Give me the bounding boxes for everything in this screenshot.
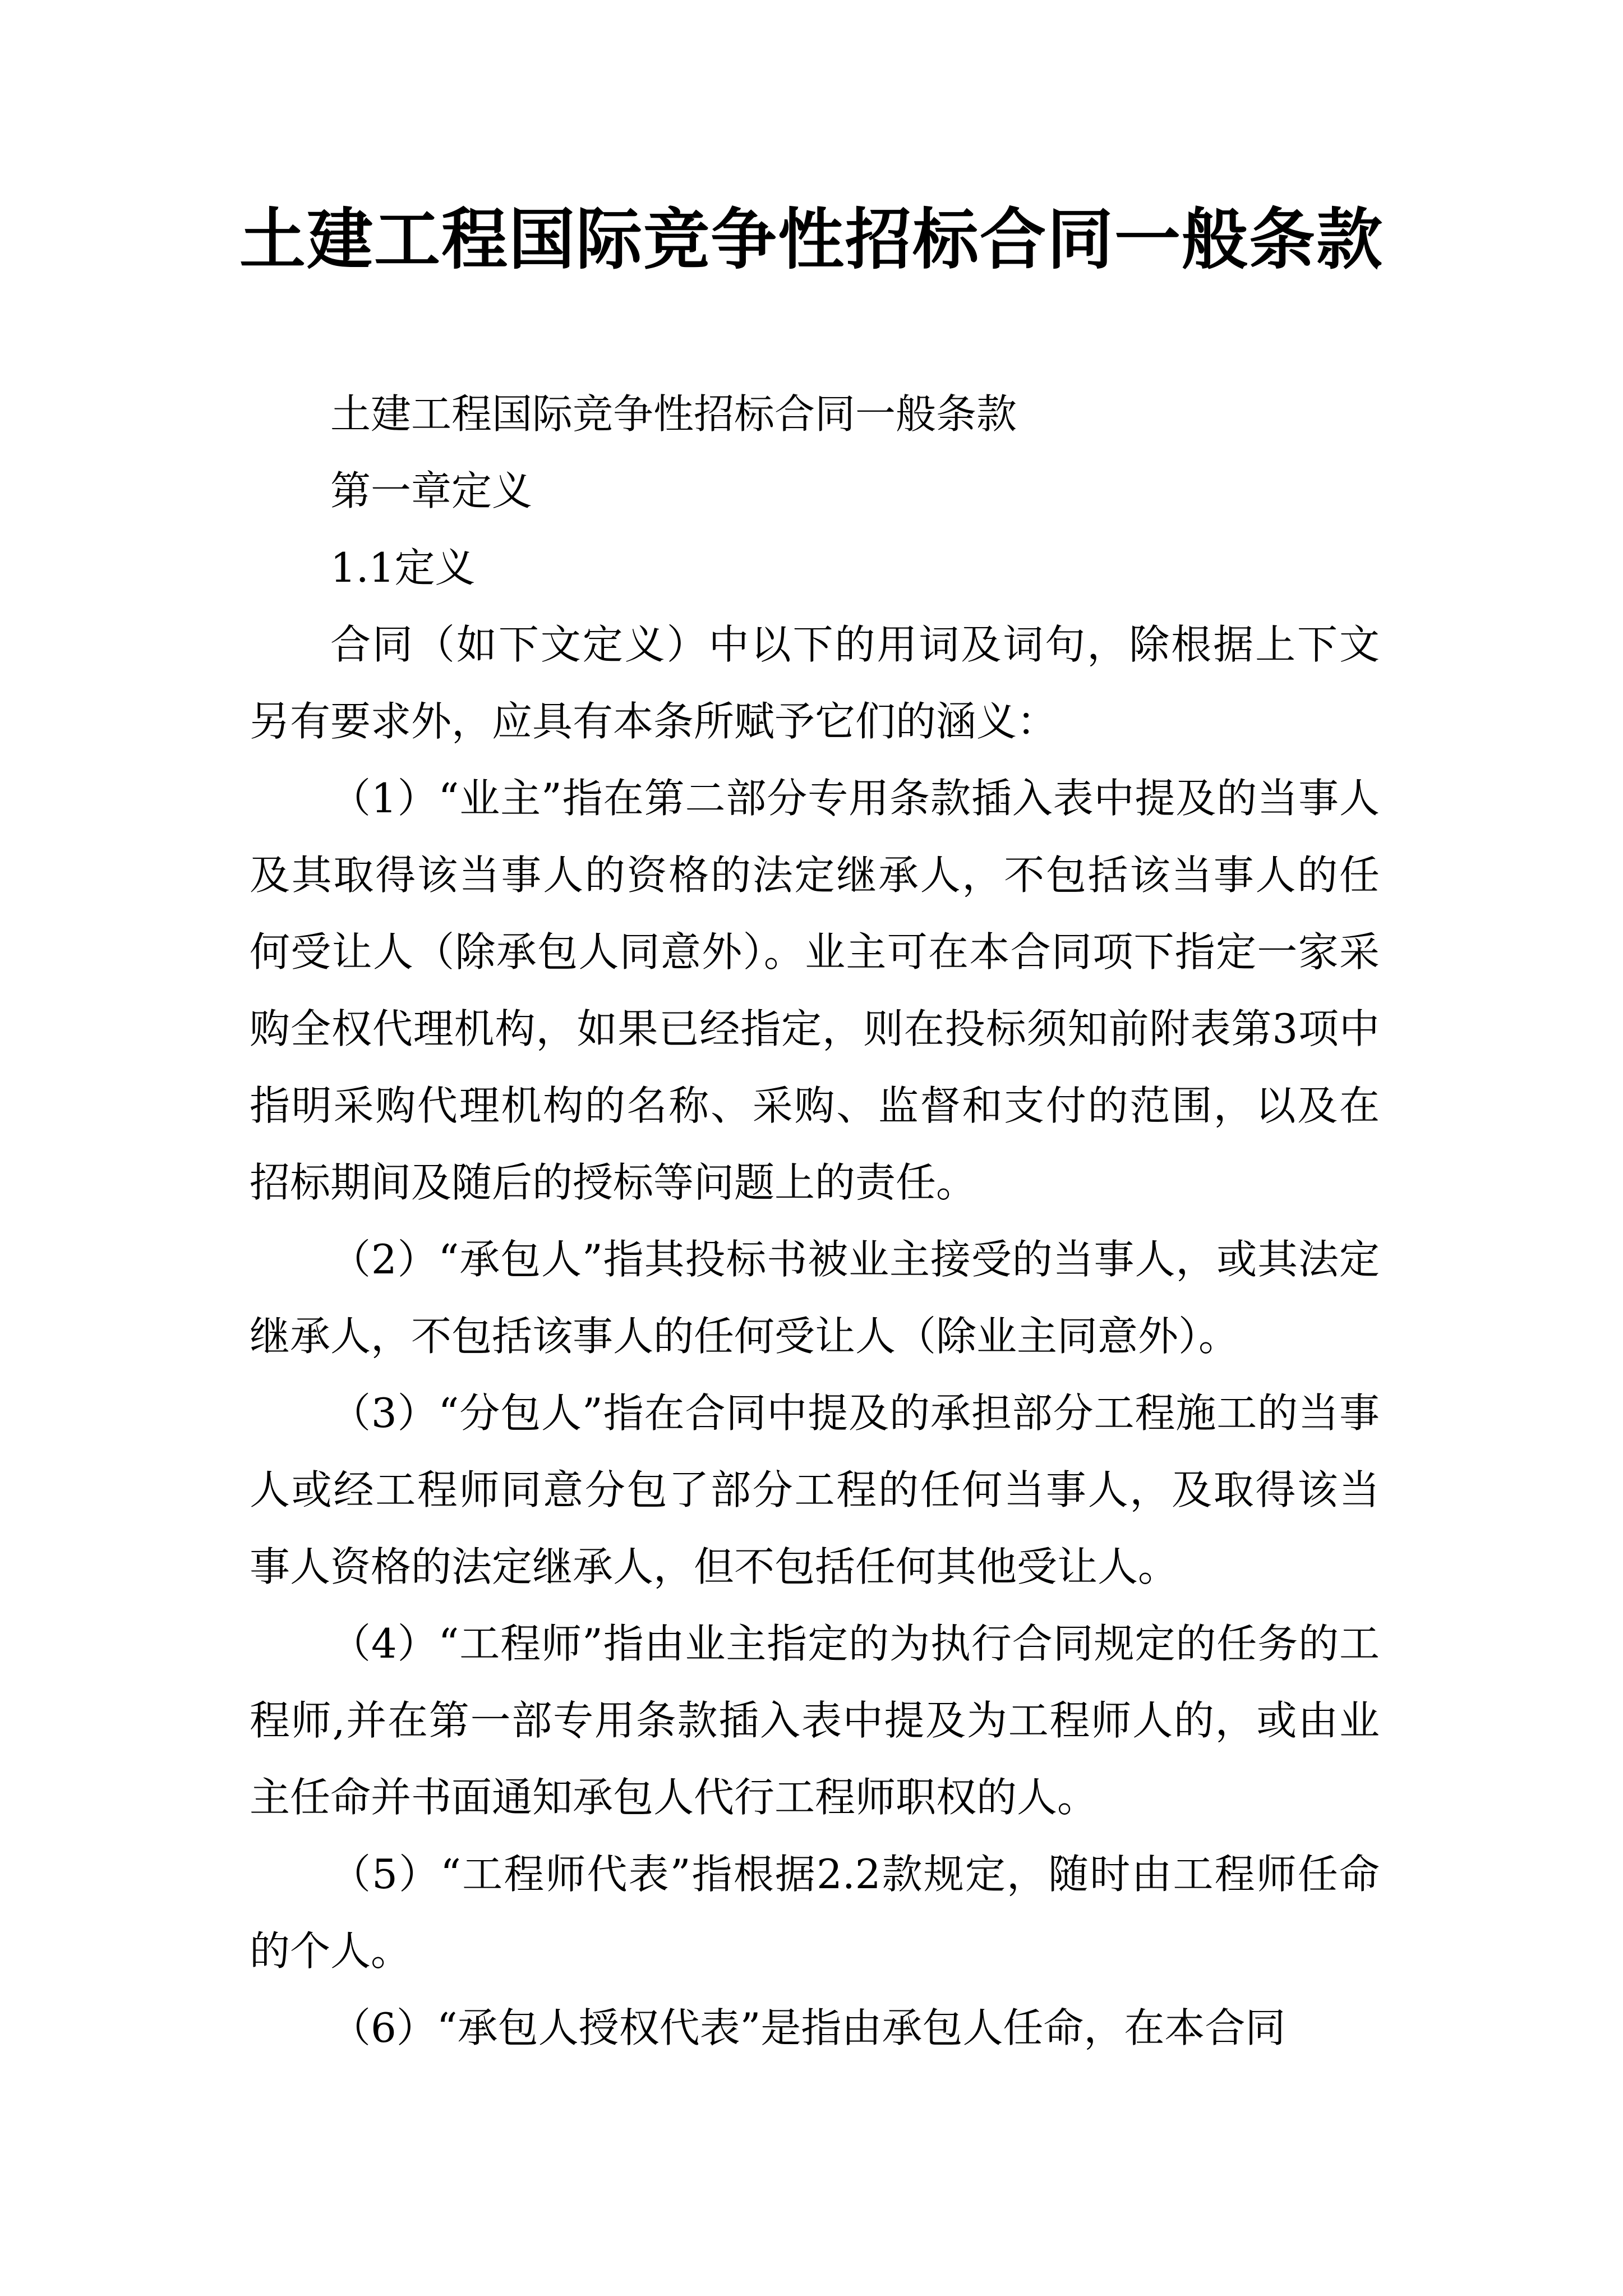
paragraph-section-number: 1.1定义	[330, 544, 476, 591]
paragraph-definitions-intro: 合同（如下文定义）中以下的用词及词句，除根据上下文另有要求外，应具有本条所赋予它们的涵义：	[250, 621, 1380, 745]
document-title: 土建工程国际竞争性招标合同一般条款	[239, 200, 1384, 278]
paragraph-definition-6: （6）“承包人授权代表”是指由承包人任命，在本合同	[330, 2004, 1286, 2051]
document-body	[250, 376, 1380, 2067]
paragraph-heading-repeat: 土建工程国际竞争性招标合同一般条款	[330, 390, 1017, 438]
paragraph-definition-5: （5）“工程师代表”指根据2.2款规定，随时由工程师任命的个人。	[250, 1851, 1380, 1975]
paragraph-definition-2: （2）“承包人”指其投标书被业主接受的当事人，或其法定继承人，不包括该事人的任何受让人（除业主同意外）。	[250, 1236, 1380, 1360]
paragraph-definition-1: （1）“业主”指在第二部分专用条款插入表中提及的当事人及其取得该当事人的资格的法定继承人，不包括该当事人的任何受让人（除承包人同意外）。业主可在本合同项下指定一家采购全权代理机构，如果已经指定，则在投标须知前附表第3项中指明采购代理机构的名称、采购、监督和支付的范围，以及在招标期间及随后的授标等问题上的责任。	[250, 775, 1380, 1206]
paragraph-definition-3: （3）“分包人”指在合同中提及的承担部分工程施工的当事人或经工程师同意分包了部分工程的任何当事人，及取得该当事人资格的法定继承人，但不包括任何其他受让人。	[250, 1389, 1380, 1590]
paragraph-definition-4: （4）“工程师”指由业主指定的为执行合同规定的任务的工程师,并在第一部专用条款插入表中提及为工程师人的，或由业主任命并书面通知承包人代行工程师职权的人。	[250, 1620, 1380, 1821]
paragraph-chapter-title: 第一章定义	[330, 467, 533, 514]
